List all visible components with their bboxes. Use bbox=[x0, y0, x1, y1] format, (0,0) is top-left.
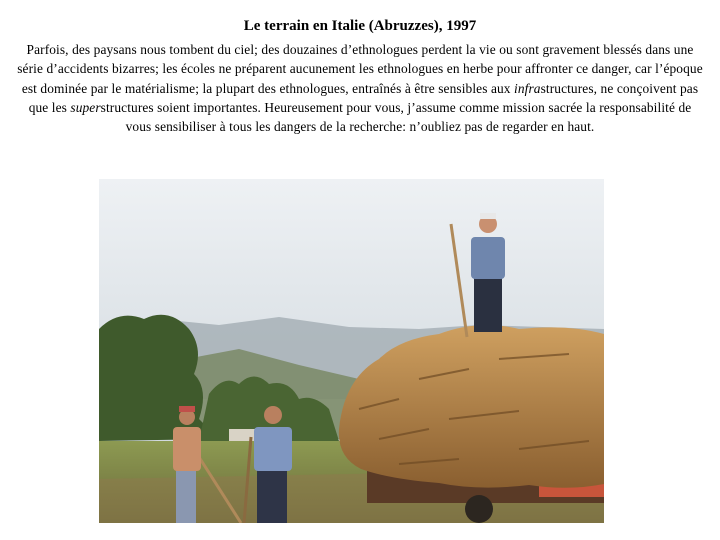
photo-man-top-cap bbox=[480, 213, 496, 219]
photo-farmer-middle-head bbox=[264, 406, 282, 424]
photo-farmer-middle-legs bbox=[257, 467, 287, 523]
photo-man-top-shirt bbox=[471, 237, 505, 279]
photo-farmer-middle-shirt bbox=[254, 427, 292, 471]
photo-man-top-legs bbox=[474, 274, 502, 332]
photo-farmer-left-legs bbox=[176, 469, 196, 523]
body-text-part-1: Parfois, des paysans nous tombent du ciel; des douzaines d’ethnologues perdent la vie ou sont gravement blessés dans une série d’accidents bizarres; les écoles ne préparent aucunement les ethnologues en herbe pour affronter ce danger, car l’époque est dominée par le matérialisme; la plupart des ethnologues, entraînés à être sensibles aux bbox=[17, 42, 703, 96]
body-text-part-2: structures, ne conçoivent pas que les bbox=[28, 80, 699, 115]
field-photo bbox=[99, 179, 604, 523]
body-emphasis-infra: infra bbox=[514, 80, 541, 96]
body-text-part-3: structures soient importantes. Heureusement pour vous, j’assume comme mission sacrée la responsabilité de vous sensibiliser à tous les dangers de la recherche: n’oubliez pas de regarder en haut. bbox=[100, 99, 692, 135]
body-emphasis-super: super bbox=[70, 99, 101, 115]
slide-title: Le terrain en Italie (Abruzzes), 1997 bbox=[243, 18, 477, 34]
photo-farmer-left-shirt bbox=[173, 427, 201, 471]
photo-trailer-wheel bbox=[465, 495, 493, 523]
photo-farmer-left-cap bbox=[179, 406, 195, 412]
slide-body-text bbox=[16, 40, 704, 136]
